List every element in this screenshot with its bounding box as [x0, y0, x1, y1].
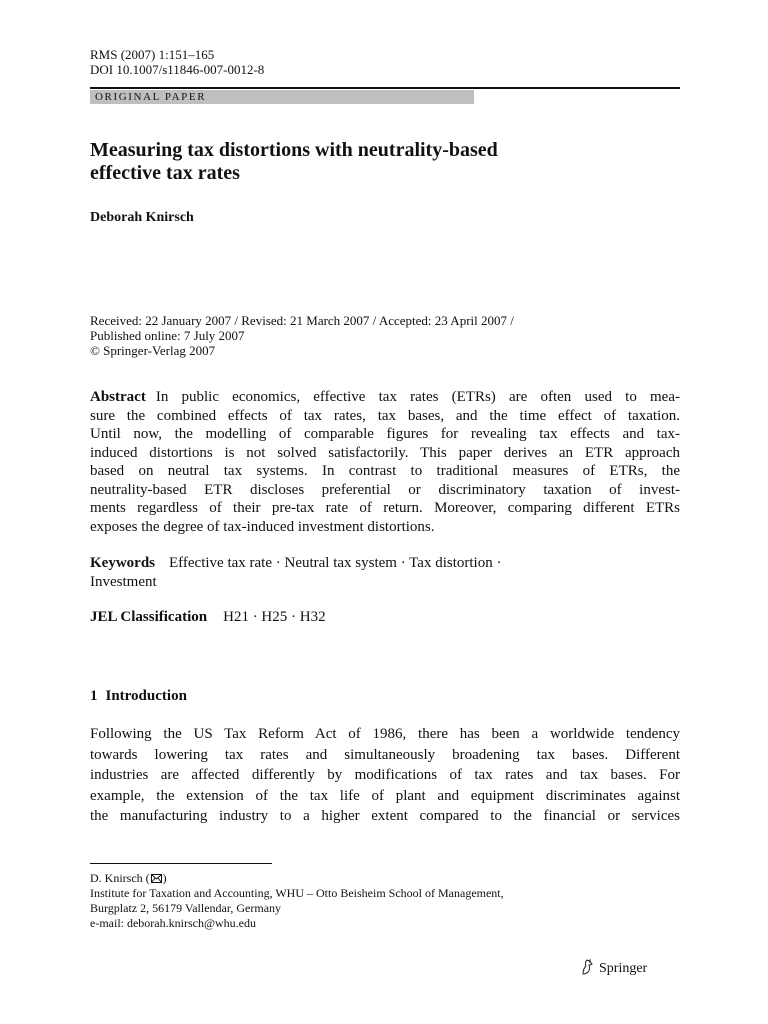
jel-label: JEL Classification — [90, 609, 208, 625]
envelope-icon — [151, 874, 162, 883]
author-name: Deborah Knirsch — [90, 210, 194, 225]
section-title: Introduction — [105, 688, 187, 704]
abstract-line: sure the combined effects of tax rates, tax bases, and the time effect of taxation. — [90, 407, 680, 424]
abstract-line: Until now, the modelling of comparable figures for revealing tax effects and tax- — [90, 426, 680, 442]
section-heading — [90, 688, 187, 705]
dates-line: Received: 22 January 2007 / Revised: 21 March 2007 / Accepted: 23 April 2007 / — [90, 313, 514, 328]
abstract-line: based on neutral tax systems. In contrast to traditional measures of ETRs, the — [90, 463, 680, 479]
article-type-bar — [90, 87, 680, 105]
abstract-label: Abstract — [90, 389, 146, 405]
copyright-line: © Springer-Verlag 2007 — [90, 343, 216, 358]
publication-dates — [90, 313, 514, 358]
abstract-line: ments regardless of their pre-tax rate of return. Moreover, comparing different ETRs — [90, 500, 680, 516]
publisher-name: Springer — [599, 961, 648, 976]
introduction-text — [90, 724, 680, 827]
journal-citation: RMS (2007) 1:151–165 — [90, 47, 215, 62]
paper-title — [90, 139, 650, 185]
paper-page — [90, 0, 680, 1024]
corresponding-author-suffix: ) — [162, 871, 167, 885]
section-number: 1 — [90, 688, 98, 704]
corresponding-author — [90, 871, 504, 886]
body-line: example, the extension of the tax life of plant and equipment discriminates against — [90, 787, 680, 804]
dates-line: Published online: 7 July 2007 — [90, 328, 245, 343]
keywords-line — [90, 554, 680, 573]
author-affiliation: Institute for Taxation and Accounting, WHU – Otto Beisheim School of Management, — [90, 886, 504, 900]
keywords-text: Investment — [90, 573, 157, 590]
springer-horse-icon — [580, 958, 595, 976]
abstract-line — [90, 388, 680, 407]
publisher-logo — [580, 958, 647, 977]
abstract — [90, 388, 680, 536]
keywords-text: Effective tax rate · Neutral tax system · Tax distortion · — [169, 555, 502, 571]
article-type-label: ORIGINAL PAPER — [90, 90, 474, 104]
author-footnote — [90, 871, 504, 931]
jel-classification — [90, 608, 326, 627]
jel-codes: H21 · H25 · H32 — [223, 609, 326, 625]
body-line: Following the US Tax Reform Act of 1986, there has been a worldwide tendency — [90, 726, 680, 742]
abstract-line: induced distortions is not solved satisfactorily. This paper derives an ETR approach — [90, 444, 680, 461]
corresponding-author-name: D. Knirsch ( — [90, 871, 150, 885]
footnote-divider — [90, 863, 272, 864]
body-line: towards lowering tax rates and simultaneously broadening tax bases. Different — [90, 746, 680, 763]
author-email[interactable]: e-mail: deborah.knirsch@whu.edu — [90, 916, 257, 930]
keywords-label: Keywords — [90, 555, 155, 571]
abstract-line: exposes the degree of tax-induced investment distortions. — [90, 518, 435, 535]
author-address: Burgplatz 2, 56179 Vallendar, Germany — [90, 901, 282, 915]
paper-title-line: effective tax rates — [90, 162, 240, 184]
body-line: industries are affected differently by modifications of tax rates and tax bases. For — [90, 767, 680, 783]
body-line: the manufacturing industry to a higher extent compared to the financial or services — [90, 808, 680, 824]
abstract-line: neutrality-based ETR discloses preferential or discriminatory taxation of invest- — [90, 481, 680, 498]
abstract-text: In public economics, effective tax rates (ETRs) are often used to mea- — [155, 389, 680, 405]
keywords — [90, 554, 680, 591]
paper-title-line: Measuring tax distortions with neutrality-based — [90, 139, 498, 161]
journal-doi: DOI 10.1007/s11846-007-0012-8 — [90, 62, 265, 77]
